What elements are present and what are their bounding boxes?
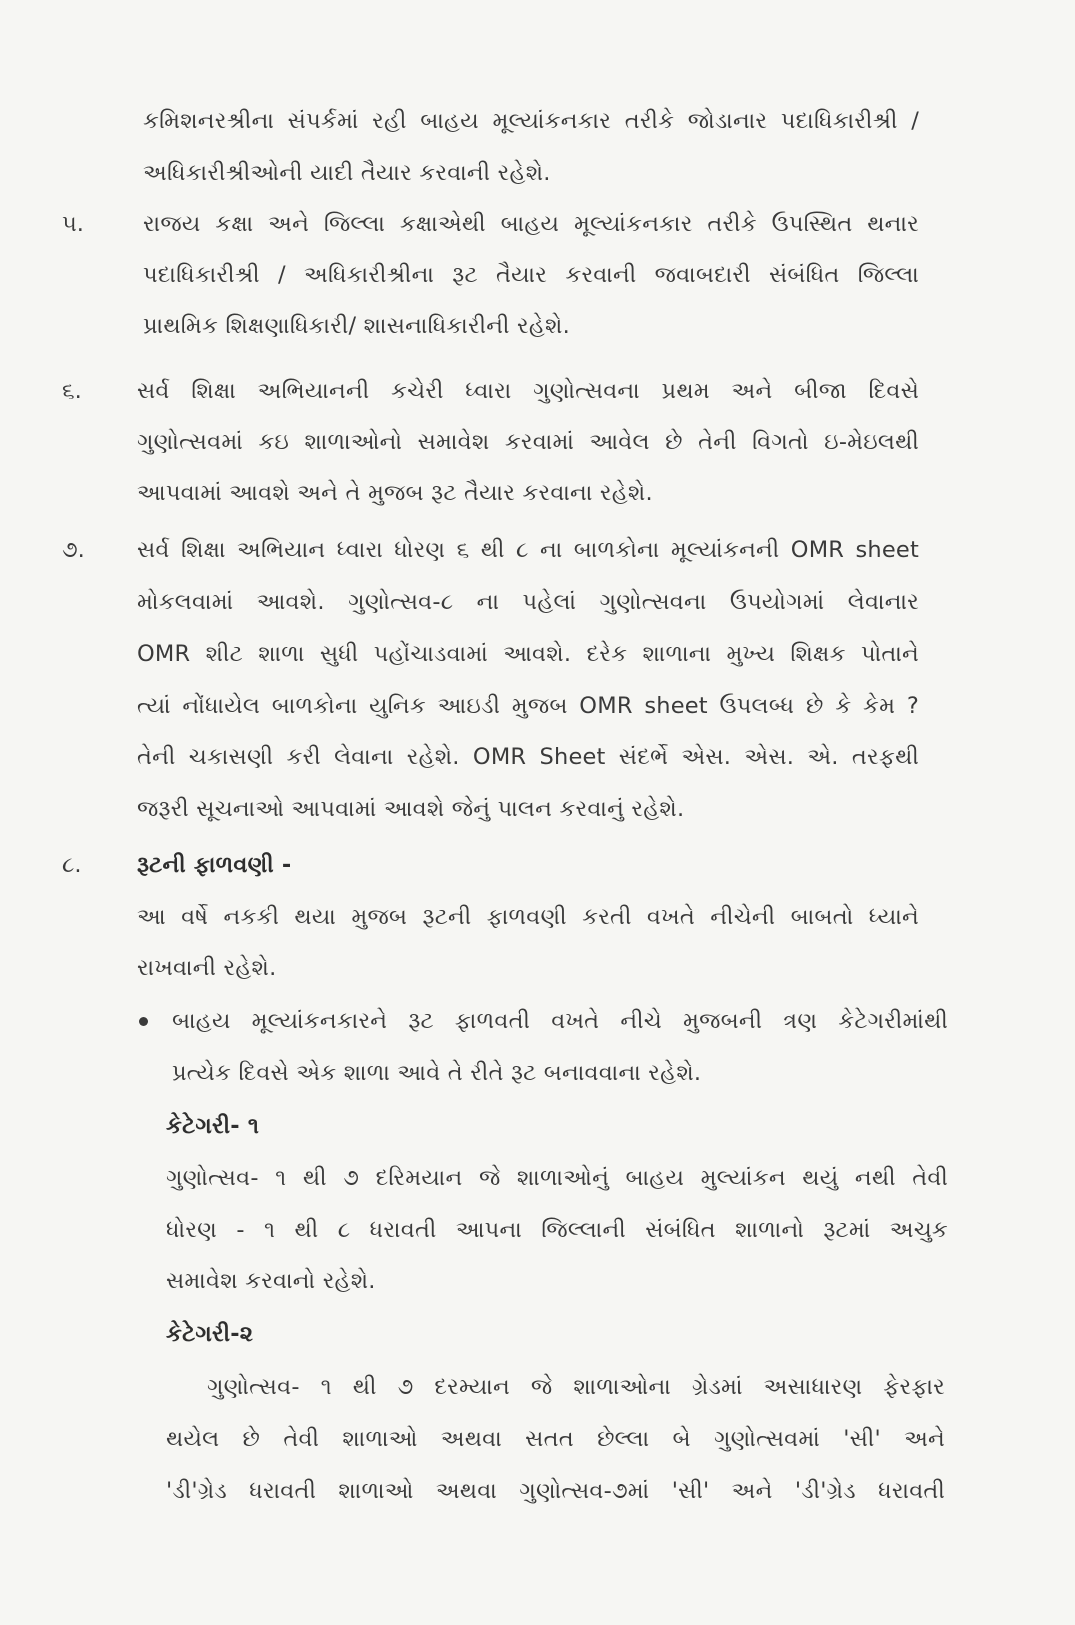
text-line: રાજય કક્ષા અને જિલ્લા કક્ષાએથી બાહય મૂલ્યાંકનકાર તરીકે ઉપસ્થિત થનાર (143, 211, 919, 237)
text-line: આ વર્ષે નકકી થયા મુજબ રૂટની ફાળવણી કરતી વખતે નીચેની બાબતો ધ્યાને (137, 904, 919, 930)
item-number: ૮. (62, 852, 82, 878)
text-line: ગુણોત્સવમાં કઇ શાળાઓનો સમાવેશ કરવામાં આવેલ છે તેની વિગતો ઇ-મેઇલથી (137, 429, 919, 455)
item-number: ૬. (62, 378, 82, 404)
text-line: થયેલ છે તેવી શાળાઓ અથવા સતત છેલ્લા બે ગુણોત્સવમાં 'સી' અને (166, 1426, 945, 1452)
text-line: પદાધિકારીશ્રી / અધિકારીશ્રીના રૂટ તૈયાર કરવાની જવાબદારી સંબંધિત જિલ્લા (143, 262, 919, 288)
text-line: આપવામાં આવશે અને તે મુજબ રૂટ તૈયાર કરવાના રહેશે. (137, 480, 653, 506)
category-heading: કેટેગરી- ૧ (166, 1113, 260, 1139)
text-line: તેની ચકાસણી કરી લેવાના રહેશે. OMR Sheet સંદર્ભે એસ. એસ. એ. તરફથી (137, 744, 919, 770)
text-line: સર્વ શિક્ષા અભિયાન ધ્વારા ધોરણ ૬ થી ૮ ના બાળકોના મૂલ્યાંકનની OMR sheet (137, 537, 919, 563)
section-heading: રૂટની ફાળવણી - (137, 852, 292, 878)
text-line: કમિશનરશ્રીના સંપર્કમાં રહી બાહય મૂલ્યાંકનકાર તરીકે જોડાનાર પદાધિકારીશ્રી / (143, 108, 919, 134)
text-line: સર્વ શિક્ષા અભિયાનની કચેરી ધ્વારા ગુણોત્સવના પ્રથમ અને બીજા દિવસે (137, 378, 919, 404)
text-line: બાહય મૂલ્યાંકનકારને રૂટ ફાળવતી વખતે નીચે મુજબની ત્રણ કેટેગરીમાંથી (172, 1008, 948, 1034)
text-line: સમાવેશ કરવાનો રહેશે. (166, 1268, 376, 1294)
text-line: 'ડી'ગ્રેડ ધરાવતી શાળાઓ અથવા ગુણોત્સવ-૭માં 'સી' અને 'ડી'ગ્રેડ ધરાવતી (166, 1478, 945, 1504)
text-line: રાખવાની રહેશે. (137, 955, 277, 981)
text-line: ગુણોત્સવ- ૧ થી ૭ દરિમયાન જે શાળાઓનું બાહય મુલ્યાંકન થયું નથી તેવી (166, 1165, 948, 1191)
bullet-icon (139, 1017, 148, 1026)
item-number: ૭. (62, 537, 85, 563)
item-number: ૫. (62, 211, 84, 237)
text-line: જરૂરી સૂચનાઓ આપવામાં આવશે જેનું પાલન કરવાનું રહેશે. (137, 796, 685, 822)
text-line: ત્યાં નોંધાયેલ બાળકોના યુનિક આઇડી મુજબ OMR sheet ઉપલબ્ધ છે કે કેમ ? (137, 693, 919, 719)
text-line: અધિકારીશ્રીઓની યાદી તૈયાર કરવાની રહેશે. (143, 160, 551, 186)
text-line: OMR શીટ શાળા સુધી પહોંચાડવામાં આવશે. દરેક શાળાના મુખ્ય શિક્ષક પોતાને (137, 641, 919, 667)
category-heading: કેટેગરી-૨ (166, 1321, 254, 1347)
text-line: પ્રત્યેક દિવસે એક શાળા આવે તે રીતે રૂટ બનાવવાના રહેશે. (172, 1060, 702, 1086)
text-line: ગુણોત્સવ- ૧ થી ૭ દરમ્યાન જે શાળાઓના ગ્રેડમાં અસાધારણ ફેરફાર (207, 1374, 945, 1400)
text-line: મોકલવામાં આવશે. ગુણોત્સવ-૮ ના પહેલાં ગુણોત્સવના ઉપયોગમાં લેવાનાર (137, 589, 919, 615)
text-line: પ્રાથમિક શિક્ષણાધિકારી/ શાસનાધિકારીની રહેશે. (143, 313, 570, 339)
text-line: ધોરણ - ૧ થી ૮ ધરાવતી આપના જિલ્લાની સંબંધિત શાળાનો રૂટમાં અચુક (166, 1217, 948, 1243)
